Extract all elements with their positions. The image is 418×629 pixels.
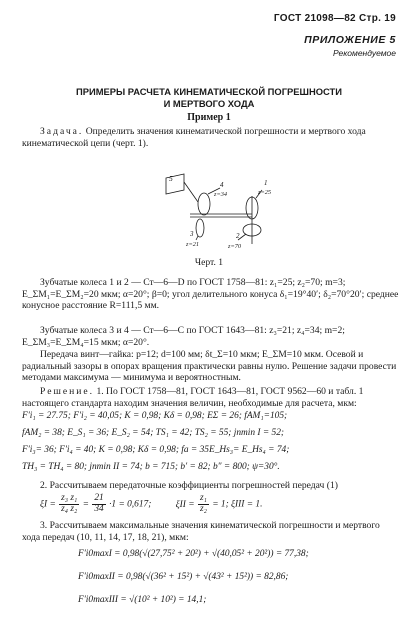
section-title-line1: ПРИМЕРЫ РАСЧЕТА КИНЕМАТИЧЕСКОЙ ПОГРЕШНОСТИ <box>75 86 343 97</box>
fraction-denominator: z₄ z₂ <box>61 503 78 514</box>
xi-two-label: ξII = <box>175 499 195 510</box>
values-row-2: fAM₂ = 38; E_S₁ = 36; E_S₂ = 54; TS₁ = 42; TS₂ = 55; jnmin I = 52; <box>22 428 285 438</box>
fraction-numerator: z₁ <box>199 493 207 503</box>
appendix-status: Рекомендуемое <box>332 47 396 58</box>
transfer-coefficients <box>40 494 400 515</box>
fraction-numerator: 21 <box>94 493 104 503</box>
gear-4-shape <box>198 193 210 215</box>
equals-sign: = <box>82 499 89 510</box>
label-z21: z=21 <box>186 241 199 248</box>
label-5: 5 <box>169 174 173 183</box>
example-heading: Пример 1 <box>187 112 231 123</box>
fraction-numeric <box>92 494 105 515</box>
task-text: Определить значения кинематической погрешности и мертвого хода кинематической цепи (черт. 1). <box>22 126 366 149</box>
label-z34: z=34 <box>214 191 227 198</box>
paragraph-solution <box>22 386 400 409</box>
solution-label: Решение. <box>40 386 95 397</box>
values-row-1: F′i₁ = 27.75; F′i₂ = 40,05; K = 0,98; Kδ = 0,98; EΣ = 26; fAM₁=105; <box>22 411 288 421</box>
leader-line <box>196 236 198 240</box>
step-3-text: 3. Рассчитываем максимальные значения кинематической погрешности и мертвого хода передач (10, 11, 14, 17, 18, 21), мкм: <box>22 520 380 543</box>
equation-max-2: F′i0maxII = 0,98(√(36² + 15²) + √(43² + 15²)) = 82,86; <box>78 572 289 582</box>
appendix-block <box>304 34 396 58</box>
label-z70: z=70 <box>228 243 241 250</box>
paragraph-screw-nut: Передача винт—гайка: p=12; d=100 мм; δt_Σ=10 мкм; E_ΣM=10 мкм. Осевой и радиальный зазоры в опорах вращения практически равны нулю. Решение задачи провести методами максимума — минимума и вероятностным. <box>22 349 397 384</box>
figure-caption: Черт. 1 <box>194 257 224 268</box>
section-title <box>22 86 396 110</box>
xi-two-result: = 1; ξIII = 1. <box>212 499 263 510</box>
task-label: Задача. <box>40 126 84 137</box>
label-4: 4 <box>220 181 224 189</box>
label-1: 1 <box>264 179 268 187</box>
fraction-numerator: z₃ z₁ <box>61 493 78 503</box>
kinematic-chain-figure <box>160 168 278 250</box>
page-header: ГОСТ 21098—82 Стр. 19 <box>273 13 396 24</box>
label-2: 2 <box>236 232 240 240</box>
solution-text: 1. По ГОСТ 1758—81, ГОСТ 1643—81, ГОСТ 9562—60 и табл. 1 настоящего стандарта находим значения величин, необходимые для расчета, мкм: <box>22 386 364 409</box>
paragraph-gears-1-2: Зубчатые колеса 1 и 2 — Ст—6—D по ГОСТ 1758—81: z₁=25; z₂=70; m=3; E_ΣM₁=E_ΣM₂=20 мкм; α=20°; β=0; угол делительного конуса δ₁=19°40′; δ₂=70°20′; среднее конусное расстояние R=111,5 мм. <box>22 277 399 312</box>
equation-max-1: F′i0maxI = 0,98(√(27,75² + 20²) + √(40,05² + 20²)) = 77,38; <box>78 549 309 559</box>
label-z25: z=25 <box>258 189 271 196</box>
values-row-4: TH₃ = TH₄ = 80; jnmin II = 74; b = 715; b′ = 82; b″ = 800; ψ=30°. <box>22 462 280 472</box>
fraction-z2 <box>198 494 209 515</box>
appendix-label: ПРИЛОЖЕНИЕ 5 <box>304 34 396 46</box>
step-2-text: 2. Рассчитываем передаточные коэффициенты погрешностей передач (1) <box>40 480 338 491</box>
values-row-3: F′i₃= 36; F′i₄ = 40; K = 0,98; Kδ = 0,98; fa = 35E_Hs₃= E_Hs₄ = 74; <box>22 445 290 455</box>
fraction-denominator: z₂ <box>199 503 207 514</box>
paragraph-gears-3-4: Зубчатые колеса 3 и 4 — Ст—6—С по ГОСТ 1643—81: z₃=21; z₄=34; m=2; E_ΣM₃=E_ΣM₄=15 мкм; α=20°. <box>22 325 345 348</box>
task-paragraph <box>22 126 400 149</box>
equation-max-3: F′i0maxIII = √(10² + 10²) = 14,1; <box>78 595 207 605</box>
shaft-line <box>184 182 198 202</box>
xi-one-label: ξI = <box>40 499 56 510</box>
fraction-denominator: 34 <box>94 503 104 514</box>
label-3: 3 <box>190 230 194 238</box>
xi-one-result: ·1 = 0,617; <box>109 499 152 510</box>
gear-3-shape <box>196 219 204 237</box>
section-title-line2: И МЕРТВОГО ХОДА <box>163 97 255 109</box>
fraction-z <box>59 494 79 515</box>
